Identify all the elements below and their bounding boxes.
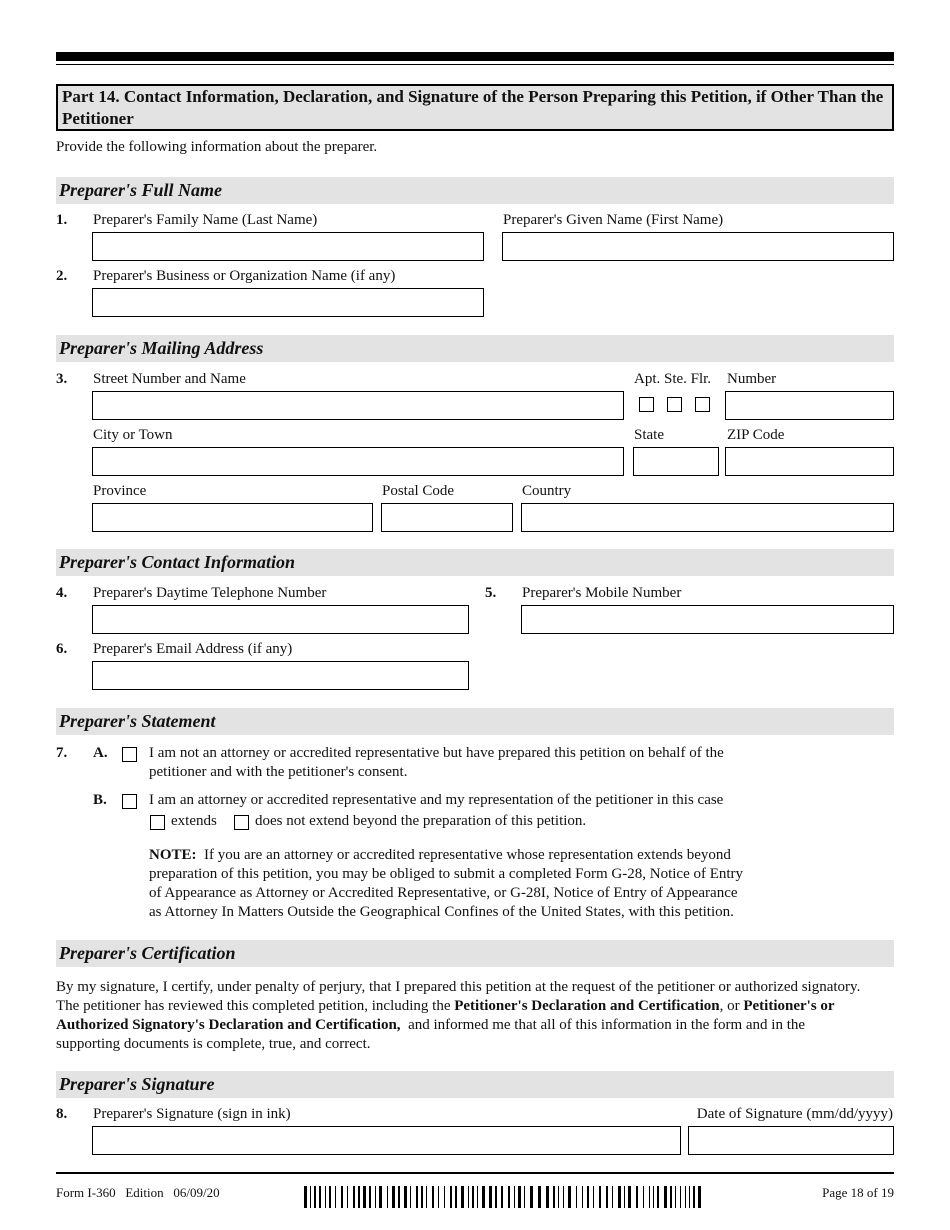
cert-line-3a: Authorized Signatory's Declaration and Certification, (56, 1017, 401, 1033)
barcode-bar (319, 1186, 321, 1208)
barcode-bar (542, 1186, 545, 1208)
option-b-checkbox[interactable] (122, 794, 137, 809)
state-label: State (634, 427, 664, 443)
barcode-bar (673, 1186, 674, 1208)
barcode-bar (668, 1186, 669, 1208)
note-line-2: preparation of this petition, you may be obliged to submit a completed Form G-28, Notice of Entry (149, 866, 744, 882)
barcode-bar (651, 1186, 652, 1208)
barcode-bar (361, 1186, 362, 1208)
country-label: Country (522, 483, 572, 499)
barcode-bar (628, 1186, 631, 1208)
barcode-bar (412, 1186, 415, 1208)
family-name-field[interactable] (92, 232, 484, 261)
barcode-bar (450, 1186, 452, 1208)
barcode-bar (498, 1186, 500, 1208)
barcode-bar (475, 1186, 476, 1208)
number-field[interactable] (725, 391, 894, 420)
signature-field[interactable] (92, 1126, 681, 1155)
barcode-bar (606, 1186, 608, 1208)
option-a-text-1: I am not an attorney or accredited representative but have prepared this petition on behalf of the (149, 745, 724, 761)
barcode-bar (353, 1186, 355, 1208)
barcode-bar (347, 1186, 348, 1208)
barcode-bar (538, 1186, 541, 1208)
barcode-bar (327, 1186, 328, 1208)
barcode-bar (670, 1186, 672, 1208)
barcode-bar (501, 1186, 503, 1208)
city-field[interactable] (92, 447, 624, 476)
barcode-bar (401, 1186, 403, 1208)
item-number-1: 1. (56, 212, 68, 228)
barcode-bar (560, 1186, 562, 1208)
barcode-bar (657, 1186, 659, 1208)
barcode-bar (514, 1186, 515, 1208)
barcode-bar (563, 1186, 564, 1208)
given-name-label: Preparer's Given Name (First Name) (503, 212, 724, 228)
signature-date-label: Date of Signature (mm/dd/yyyy) (696, 1106, 893, 1122)
barcode-bar (489, 1186, 492, 1208)
barcode-bar (622, 1186, 623, 1208)
not-extend-label: does not extend beyond the preparation of this petition. (255, 813, 587, 829)
cert-line-3 (56, 1016, 896, 1035)
barcode-bar (565, 1186, 567, 1208)
section-full-name: Preparer's Full Name (56, 177, 894, 204)
cert-line-2 (56, 997, 896, 1016)
barcode-bar (584, 1186, 586, 1208)
barcode-bar (582, 1186, 583, 1208)
extends-checkbox[interactable] (150, 815, 165, 830)
option-a-checkbox[interactable] (122, 747, 137, 762)
signature-date-field[interactable] (688, 1126, 894, 1155)
province-label: Province (93, 483, 147, 499)
note-line-4: as Attorney In Matters Outside the Geographical Confines of the United States, with this petition. (149, 904, 734, 920)
barcode-bar (522, 1186, 523, 1208)
barcode-bar (383, 1186, 386, 1208)
barcode-bar (546, 1186, 549, 1208)
barcode-bar (369, 1186, 371, 1208)
barcode-bar (356, 1186, 357, 1208)
barcode-bar (446, 1186, 449, 1208)
barcode-bar (682, 1186, 684, 1208)
barcode-bar (511, 1186, 513, 1208)
barcode-bar (587, 1186, 589, 1208)
section-mailing-address: Preparer's Mailing Address (56, 335, 894, 362)
barcode-bar (526, 1186, 529, 1208)
barcode-bar (428, 1186, 431, 1208)
extends-label: extends (171, 813, 217, 829)
barcode-bar (550, 1186, 552, 1208)
intro-text: Provide the following information about the preparer. (56, 139, 378, 155)
option-a-label: A. (93, 745, 108, 761)
daytime-phone-label: Preparer's Daytime Telephone Number (93, 585, 327, 601)
barcode-bar (599, 1186, 601, 1208)
item-number-2: 2. (56, 268, 68, 284)
barcode-bar (470, 1186, 471, 1208)
option-b-label: B. (93, 792, 107, 808)
apt-checkbox[interactable] (639, 397, 654, 412)
barcode-bar (472, 1186, 474, 1208)
barcode-bar (660, 1186, 663, 1208)
barcode-bar (680, 1186, 681, 1208)
barcode-bar (568, 1186, 571, 1208)
given-name-field[interactable] (502, 232, 894, 261)
barcode-bar (332, 1186, 334, 1208)
barcode-bar (337, 1186, 340, 1208)
barcode-bar (367, 1186, 368, 1208)
barcode-bar (468, 1186, 469, 1208)
barcode-bar (530, 1186, 533, 1208)
barcode-bar (419, 1186, 420, 1208)
option-a-text-2: petitioner and with the petitioner's consent. (149, 764, 408, 780)
barcode-bar (310, 1186, 311, 1208)
business-name-field[interactable] (92, 288, 484, 317)
form-edition: Form I-360 Edition 06/09/20 (56, 1185, 220, 1200)
daytime-phone-field[interactable] (92, 605, 469, 634)
barcode-bar (375, 1186, 376, 1208)
zip-field[interactable] (725, 447, 894, 476)
barcode-bar (358, 1186, 360, 1208)
barcode-bar (486, 1186, 488, 1208)
barcode-bar (438, 1186, 439, 1208)
barcode-bar (458, 1186, 460, 1208)
barcode-bar (524, 1186, 525, 1208)
barcode-bar (349, 1186, 352, 1208)
barcode-bar (643, 1186, 644, 1208)
barcode-bar (432, 1186, 434, 1208)
barcode-bar (325, 1186, 326, 1208)
cert-line-2b: Petitioner's Declaration and Certification (454, 998, 720, 1014)
barcode-bar (508, 1186, 510, 1208)
barcode-bar (578, 1186, 581, 1208)
barcode-bar (479, 1186, 481, 1208)
barcode-bar (308, 1186, 309, 1208)
postal-code-field[interactable] (381, 503, 513, 532)
barcode-bar (398, 1186, 400, 1208)
apt-ste-flr-label: Apt. Ste. Flr. (634, 371, 712, 387)
note-line-3: of Appearance as Attorney or Accredited Representative, or G-28I, Notice of Entry of Appearance (149, 885, 738, 901)
barcode-bar (572, 1186, 575, 1208)
barcode-bar (639, 1186, 642, 1208)
part-14-header (56, 84, 894, 131)
barcode-bar (693, 1186, 695, 1208)
note-block (149, 846, 789, 922)
state-field[interactable] (633, 447, 719, 476)
cert-line-2a: The petitioner has reviewed this completed petition, including the (56, 998, 455, 1014)
barcode-bar (363, 1186, 366, 1208)
barcode-bar (653, 1186, 654, 1208)
barcode-bar (691, 1186, 692, 1208)
barcode-bar (424, 1186, 425, 1208)
cert-line-1: By my signature, I certify, under penalty of perjury, that I prepared this petition at the request of the petitioner or authorized signatory. (56, 979, 861, 995)
section-signature: Preparer's Signature (56, 1071, 894, 1098)
barcode-bar (455, 1186, 457, 1208)
barcode-bar (379, 1186, 382, 1208)
top-rule-thick (56, 52, 894, 61)
barcode-bar (590, 1186, 592, 1208)
street-label: Street Number and Name (93, 371, 246, 387)
barcode-bar (387, 1186, 388, 1208)
barcode-bar (593, 1186, 594, 1208)
item-number-6: 6. (56, 641, 68, 657)
item-number-8: 8. (56, 1106, 68, 1122)
not-extend-checkbox[interactable] (234, 815, 249, 830)
page-number: Page 18 of 19 (822, 1185, 894, 1200)
item-number-3: 3. (56, 371, 68, 387)
barcode-bar (404, 1186, 407, 1208)
section-statement: Preparer's Statement (56, 708, 894, 735)
barcode-bar (556, 1186, 557, 1208)
barcode-bar (685, 1186, 686, 1208)
barcode-bar (687, 1186, 688, 1208)
item-number-4: 4. (56, 585, 68, 601)
mobile-label: Preparer's Mobile Number (522, 585, 682, 601)
barcode-bar (377, 1186, 378, 1208)
part-title: Part 14. Contact Information, Declaration, and Signature of the Person Preparing this Petition, if Other Than the Petitioner (62, 87, 884, 128)
cert-line-4: supporting documents is complete, true, and correct. (56, 1036, 371, 1052)
barcode-bar (576, 1186, 577, 1208)
barcode-bar (609, 1186, 611, 1208)
city-label: City or Town (93, 427, 173, 443)
option-b-text: I am an attorney or accredited representative and my representation of the petitioner in this case (149, 792, 724, 808)
note-label: NOTE: (149, 847, 197, 863)
barcode-bar (518, 1186, 521, 1208)
barcode-bar (649, 1186, 650, 1208)
barcode-bar (465, 1186, 467, 1208)
barcode-bar (602, 1186, 605, 1208)
footer-rule (56, 1172, 894, 1174)
business-name-label: Preparer's Business or Organization Name (if any) (93, 268, 396, 284)
barcode-bar (392, 1186, 395, 1208)
barcode-bar (493, 1186, 494, 1208)
barcode-bar (426, 1186, 427, 1208)
barcode-bar (614, 1186, 617, 1208)
section-contact-info: Preparer's Contact Information (56, 549, 894, 576)
barcode-bar (534, 1186, 537, 1208)
street-field[interactable] (92, 391, 624, 420)
barcode-bar (389, 1186, 391, 1208)
barcode-bar (495, 1186, 497, 1208)
barcode-bar (453, 1186, 454, 1208)
barcode-bar (317, 1186, 318, 1208)
number-label: Number (727, 371, 777, 387)
barcode-bar (516, 1186, 517, 1208)
barcode-bar (624, 1186, 625, 1208)
barcode-bar (677, 1186, 679, 1208)
barcode-bar (421, 1186, 423, 1208)
signature-label: Preparer's Signature (sign in ink) (93, 1106, 291, 1122)
barcode-bar (675, 1186, 676, 1208)
barcode-bar (636, 1186, 638, 1208)
country-field[interactable] (521, 503, 894, 532)
barcode-bar (408, 1186, 409, 1208)
barcode-bar (645, 1186, 648, 1208)
barcode-bar (410, 1186, 411, 1208)
barcode-bar (504, 1186, 507, 1208)
zip-label: ZIP Code (727, 427, 785, 443)
barcode-bar (689, 1186, 690, 1208)
ste-checkbox[interactable] (667, 397, 682, 412)
cert-line-3b: and informed me that all of this information in the form and in the (400, 1017, 806, 1033)
barcode-bar (618, 1186, 621, 1208)
barcode-bar (558, 1186, 559, 1208)
section-certification: Preparer's Certification (56, 940, 894, 967)
mobile-field[interactable] (521, 605, 894, 634)
barcode-bar (553, 1186, 555, 1208)
email-label: Preparer's Email Address (if any) (93, 641, 293, 657)
barcode-bar (655, 1186, 656, 1208)
barcode-bar (396, 1186, 397, 1208)
barcode-bar (372, 1186, 374, 1208)
barcode-bar (440, 1186, 443, 1208)
barcode-bar (314, 1186, 316, 1208)
cert-line-2c: , or (719, 998, 744, 1014)
email-field[interactable] (92, 661, 469, 690)
barcode-bar (612, 1186, 613, 1208)
postal-code-label: Postal Code (382, 483, 455, 499)
province-field[interactable] (92, 503, 373, 532)
certification-text (56, 978, 896, 1054)
barcode-image (304, 1186, 712, 1208)
top-rule-thin (56, 64, 894, 65)
barcode-bar (477, 1186, 478, 1208)
family-name-label: Preparer's Family Name (Last Name) (93, 212, 318, 228)
barcode-bar (698, 1186, 701, 1208)
barcode-bar (435, 1186, 437, 1208)
barcode-bar (416, 1186, 418, 1208)
cert-line-2d: Petitioner's or (743, 998, 835, 1014)
note-line-1: If you are an attorney or accredited representative whose representation extends beyond (204, 847, 731, 863)
barcode-bar (312, 1186, 313, 1208)
item-number-5: 5. (485, 585, 497, 601)
barcode-bar (341, 1186, 343, 1208)
barcode-bar (461, 1186, 464, 1208)
barcode-bar (329, 1186, 331, 1208)
barcode-bar (322, 1186, 324, 1208)
barcode-bar (304, 1186, 307, 1208)
flr-checkbox[interactable] (695, 397, 710, 412)
barcode-bar (335, 1186, 336, 1208)
barcode-bar (696, 1186, 697, 1208)
barcode-bar (626, 1186, 627, 1208)
item-number-7: 7. (56, 745, 68, 761)
barcode-bar (482, 1186, 485, 1208)
barcode-bar (595, 1186, 598, 1208)
barcode-bar (632, 1186, 635, 1208)
barcode-bar (444, 1186, 445, 1208)
barcode-bar (664, 1186, 667, 1208)
barcode-bar (344, 1186, 346, 1208)
